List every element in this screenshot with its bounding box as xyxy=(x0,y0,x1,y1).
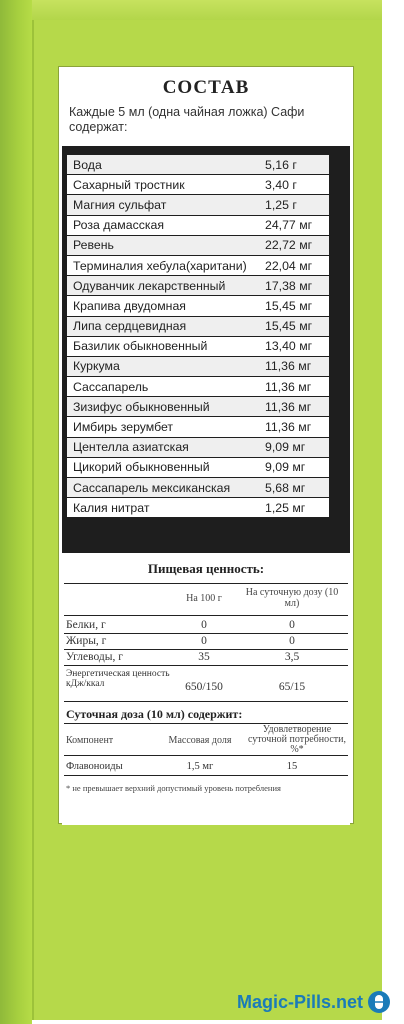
watermark-text: Magic-Pills.net xyxy=(236,991,363,1012)
ingredient-qty: 1,25 г xyxy=(265,197,297,212)
daily-row-percent: 15 xyxy=(286,761,298,772)
ingredient-row xyxy=(67,256,329,276)
watermark xyxy=(237,990,390,1014)
ingredient-qty: 11,36 мг xyxy=(265,379,312,394)
divider xyxy=(64,649,348,650)
ingredient-name: Ревень xyxy=(73,238,114,253)
nutrition-row-per100: 35 xyxy=(198,651,210,663)
ingredient-row xyxy=(67,377,329,397)
ingredient-name: Сахарный тростник xyxy=(73,177,185,192)
ingredient-row xyxy=(67,296,329,316)
ingredient-row xyxy=(67,195,329,215)
ingredient-qty: 11,36 мг xyxy=(265,420,312,435)
daily-row-mass: 1,5 мг xyxy=(186,761,214,772)
ingredient-qty: 17,38 мг xyxy=(265,278,313,293)
ingredient-qty: 3,40 г xyxy=(265,177,297,192)
ingredient-name: Крапива двудомная xyxy=(73,298,186,313)
ingredient-qty: 15,45 мг xyxy=(265,298,313,313)
nutrition-row-daily: 3,5 xyxy=(284,651,300,663)
ingredient-name: Имбирь зерумбет xyxy=(73,420,174,435)
nutrition-row-daily: 65/15 xyxy=(278,681,306,693)
ingredient-qty: 11,36 мг xyxy=(265,399,312,414)
ingredient-qty: 24,77 мг xyxy=(265,218,313,233)
ingredient-qty: 11,36 мг xyxy=(265,359,312,374)
divider xyxy=(64,775,348,776)
divider xyxy=(64,755,348,756)
ingredient-qty: 22,04 мг xyxy=(265,258,313,273)
column-header-mass: Массовая доля xyxy=(168,735,232,746)
ingredient-row xyxy=(67,498,329,518)
ingredient-row xyxy=(67,236,329,256)
ingredient-row xyxy=(67,417,329,437)
column-header-percent: Удовлетворение суточной потребности, %* xyxy=(247,724,347,755)
background-right xyxy=(382,0,404,1024)
ingredient-qty: 5,16 г xyxy=(265,157,297,172)
divider xyxy=(64,583,348,584)
ingredient-qty: 9,09 мг xyxy=(265,440,306,455)
ingredient-row xyxy=(67,458,329,478)
column-header-component: Компонент xyxy=(66,735,114,746)
divider xyxy=(64,665,348,666)
ingredient-row xyxy=(67,478,329,498)
pill-icon xyxy=(368,991,390,1013)
ingredients-list xyxy=(67,155,329,518)
nutrition-row-daily: 0 xyxy=(289,635,295,647)
ingredient-name: Сассапарель мексиканская xyxy=(73,480,231,495)
composition-intro: Каждые 5 мл (одна чайная ложка) Сафи содержат: xyxy=(69,105,305,134)
ingredient-row xyxy=(67,216,329,236)
ingredient-name: Калия нитрат xyxy=(73,500,150,515)
ingredient-row xyxy=(67,276,329,296)
ingredient-name: Сассапарель xyxy=(73,379,149,394)
column-header-daily: На суточную дозу (10 мл) xyxy=(245,587,339,609)
ingredient-qty: 22,72 мг xyxy=(265,238,313,253)
divider xyxy=(64,633,348,634)
ingredient-qty: 9,09 мг xyxy=(265,460,306,475)
nutrition-row-name: Белки, г xyxy=(66,619,106,631)
ingredient-name: Роза дамасская xyxy=(73,218,165,233)
box-side-panel xyxy=(0,0,32,1024)
ingredient-name: Магния сульфат xyxy=(73,197,167,212)
divider xyxy=(64,615,348,616)
footnote: * не превышает верхний допустимый уровень потребления xyxy=(66,783,281,793)
ingredient-row xyxy=(67,317,329,337)
ingredient-row xyxy=(67,337,329,357)
ingredient-row xyxy=(67,357,329,377)
ingredient-name: Терминалия хебула(харитани) xyxy=(73,258,247,273)
nutrition-row-per100: 650/150 xyxy=(185,681,223,693)
divider xyxy=(64,701,348,702)
ingredient-name: Вода xyxy=(73,157,102,172)
ingredient-row xyxy=(67,175,329,195)
composition-title: СОСТАВ xyxy=(162,77,250,98)
ingredient-qty: 5,68 мг xyxy=(265,480,306,495)
ingredients-label xyxy=(58,66,354,824)
nutrition-row-per100: 0 xyxy=(201,619,207,631)
column-header-per100: На 100 г xyxy=(186,593,222,604)
ingredient-row xyxy=(67,397,329,417)
nutrition-row-per100: 0 xyxy=(201,635,207,647)
daily-row-name: Флавоноиды xyxy=(66,761,123,772)
ingredient-qty: 15,45 мг xyxy=(265,319,313,334)
ingredient-name: Базилик обыкновенный xyxy=(73,339,208,354)
ingredient-name: Цикорий обыкновенный xyxy=(73,460,210,475)
ingredient-name: Одуванчик лекарственный xyxy=(73,278,226,293)
daily-dose-title: Суточная доза (10 мл) содержит: xyxy=(66,707,243,721)
box-top-edge xyxy=(32,0,382,20)
nutrition-row-daily: 0 xyxy=(289,619,295,631)
ingredient-row xyxy=(67,438,329,458)
nutrition-row-name: Углеводы, г xyxy=(66,651,123,663)
nutrition-row-name: Жиры, г xyxy=(66,635,107,647)
nutrition-title: Пищевая ценность: xyxy=(147,561,265,576)
ingredient-name: Центелла азиатская xyxy=(73,440,189,455)
ingredient-name: Липа сердцевидная xyxy=(73,319,187,334)
ingredient-qty: 13,40 мг xyxy=(265,339,313,354)
ingredient-name: Куркума xyxy=(73,359,120,374)
ingredient-qty: 1,25 мг xyxy=(265,500,306,515)
ingredient-name: Зизифус обыкновенный xyxy=(73,399,210,414)
nutrition-row-name: Энергетическая ценность кДж/ккал xyxy=(66,669,170,689)
nutrition-section xyxy=(62,553,350,825)
ingredient-row xyxy=(67,155,329,175)
